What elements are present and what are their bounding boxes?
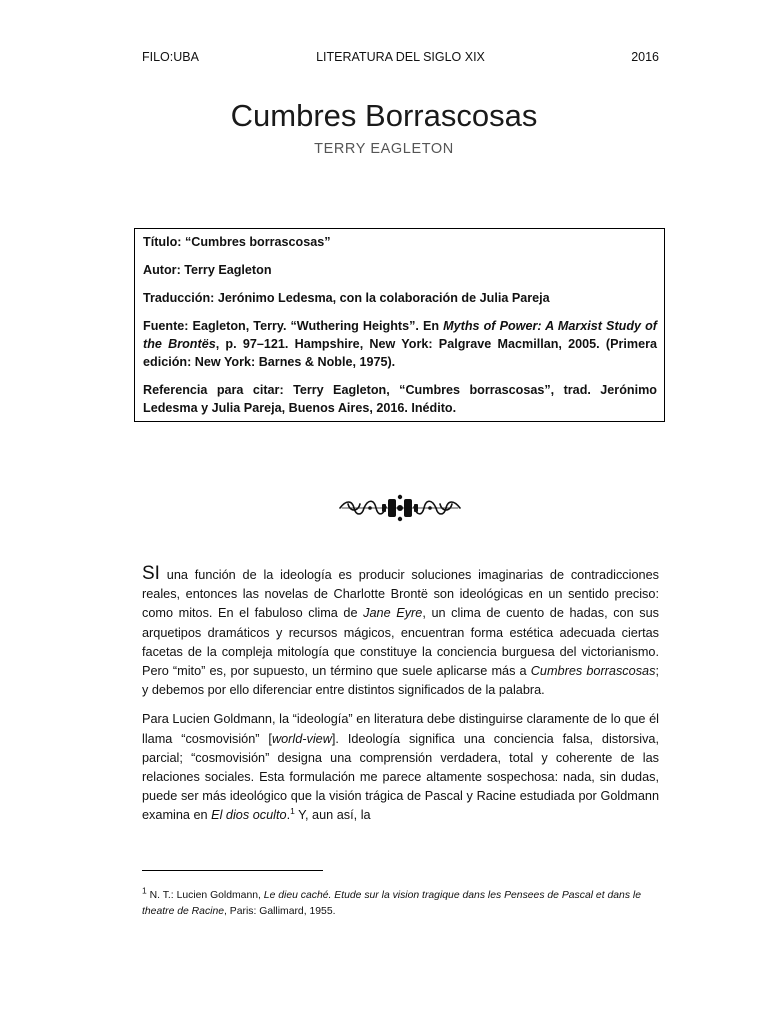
header-institution: FILO:UBA	[142, 50, 199, 64]
paragraph-2-text-d: Y, aun así, la	[294, 808, 371, 823]
footnote-italic-book-title: Le dieu caché. Etude sur la vision tragique dans les Pensees de Pascal et dans le theatre de Racine	[142, 890, 641, 917]
header-course: LITERATURA DEL SIGLO XIX	[316, 50, 485, 64]
paragraph-1	[142, 564, 659, 700]
paragraph-2-italic-dios-oculto: El dios oculto	[211, 808, 287, 823]
fleuron-ornament-icon	[338, 492, 462, 524]
header-year: 2016	[631, 50, 659, 64]
ref-source-text: Fuente: Eagleton, Terry. “Wuthering Heights”. En	[143, 319, 444, 333]
running-header	[142, 49, 659, 65]
document-author: TERRY EAGLETON	[314, 141, 454, 157]
ref-citation: Referencia para citar: Terry Eagleton, “Cumbres borrascosas”, trad. Jerónimo Ledesma y Julia Pareja, Buenos Aires, 2016. Inédito.	[143, 383, 657, 415]
footnote-mark: 1	[142, 885, 147, 896]
paragraph-1-italic-cumbres: Cumbres borrascosas	[530, 664, 656, 679]
ref-title: Título: “Cumbres borrascosas”	[143, 235, 331, 249]
paragraph-2-text-b: ]. Ideología significa una conciencia falsa, distorsiva, parcial; “cosmovisión” designa una comprensión verdadera, total y coherente de las relaciones sociales. Esta formulación me parece altamente sospechosa: nada, sin dudas, puede ser más ideológico que la visión trágica de Pascal y Racine estudiada por Goldmann examina en	[142, 731, 659, 823]
footnote-text-b: , Paris: Gallimard, 1955.	[224, 906, 336, 917]
ref-source-publication: , p. 97–121. Hampshire, New York: Palgrave Macmillan, 2005. (Primera edición: New York: Barnes & Noble, 1975).	[143, 337, 657, 369]
paragraph-2-italic-world-view: world-view	[271, 731, 332, 746]
paragraph-2-text-c: .	[286, 808, 291, 823]
paragraph-2-text-a: Para Lucien Goldmann, la “ideología” en literatura debe distinguirse claramente de lo que él llama “cosmovisión” [	[142, 712, 659, 746]
footnote-reference-mark[interactable]: 1	[290, 806, 295, 817]
paragraph-1-italic-jane-eyre: Jane Eyre	[363, 606, 423, 621]
paragraph-1-dropcap: SI	[142, 563, 160, 584]
paragraph-2	[142, 710, 659, 825]
reference-box	[134, 228, 665, 422]
footnote	[142, 885, 659, 920]
footnote-text-a: N. T.: Lucien Goldmann,	[146, 890, 264, 901]
ref-source-book-title: Myths of Power: A Marxist Study of the Brontës	[143, 319, 657, 351]
paragraph-1-text-b: , un clima de cuento de hadas, con sus arquetipos dramáticos y recursos mágicos, encuentran forma estética adecuada ciertas facetas de la compleja mitología que constituye la conciencia burguesa del victorianismo. Pero “mito” es, por supuesto, un término que suele aplicarse más a	[142, 606, 659, 679]
ref-translation: Traducción: Jerónimo Ledesma, con la colaboración de Julia Pareja	[143, 291, 550, 305]
footnote-divider	[142, 870, 323, 871]
body-text	[142, 564, 659, 836]
document-title: Cumbres Borrascosas	[230, 98, 538, 133]
paragraph-1-text-c: ; y debemos por ello diferenciar entre distintos significados de la palabra.	[142, 664, 659, 698]
ref-source	[143, 317, 657, 371]
ref-author: Autor: Terry Eagleton	[143, 263, 272, 277]
paragraph-1-text-a: una función de la ideología es producir soluciones imaginarias de contradicciones reales, entonces las novelas de Charlotte Brontë son ideológicas en un sentido preciso: como mitos. En el fabuloso clima de	[142, 568, 659, 621]
